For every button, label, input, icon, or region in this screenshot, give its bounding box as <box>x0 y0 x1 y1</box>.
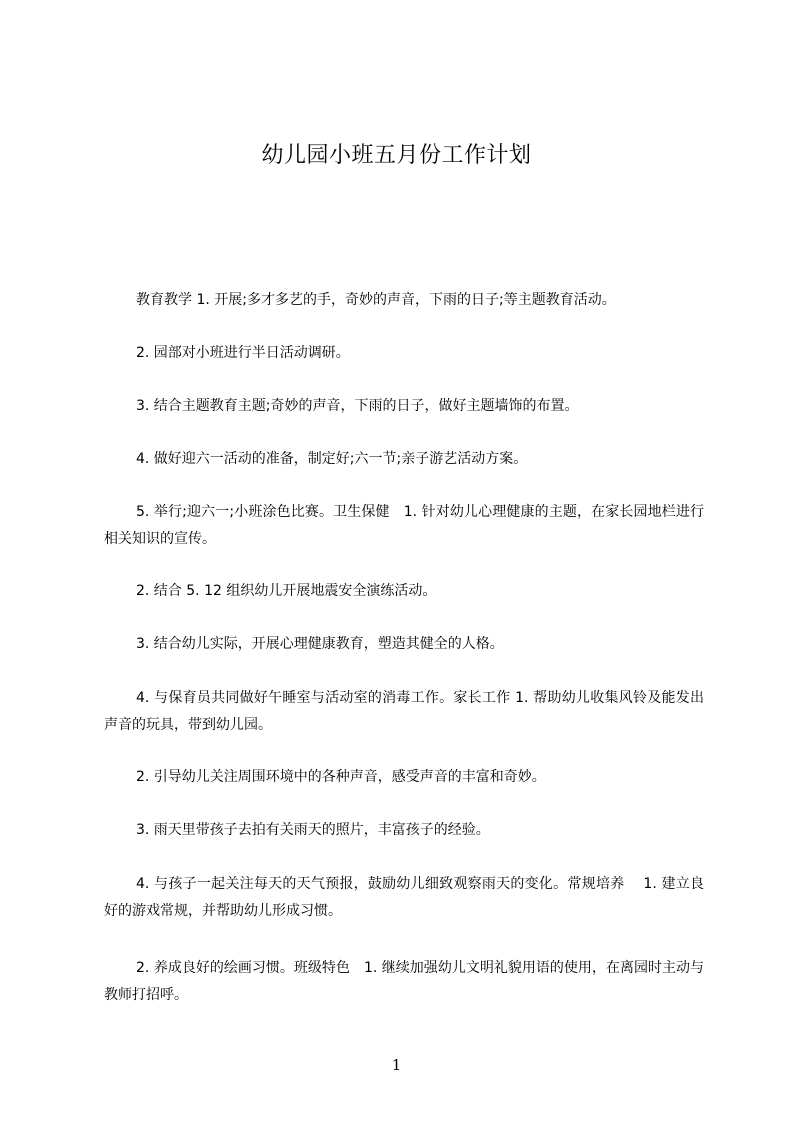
paragraph-10: 3. 雨天里带孩子去拍有关雨天的照片，丰富孩子的经验。 <box>136 822 490 838</box>
paragraph-4: 4. 做好迎六一活动的准备，制定好;六一节;亲子游艺活动方案。 <box>136 451 528 467</box>
paragraph-11: 4. 与孩子一起关注每天的天气预报，鼓励幼儿细致观察雨天的变化。常规培养 1. 建立良好的游戏常规，并帮助幼儿形成习惯。 <box>104 876 704 919</box>
paragraph-1: 教育教学 1. 开展;多才多艺的手，奇妙的声音，下雨的日子;等主题教育活动。 <box>136 292 616 308</box>
paragraph-7: 3. 结合幼儿实际，开展心理健康教育，塑造其健全的人格。 <box>136 636 504 652</box>
page-number: 1 <box>391 1056 402 1074</box>
paragraph-6: 2. 结合 5. 12 组织幼儿开展地震安全演练活动。 <box>136 583 437 599</box>
paragraph-12: 2. 养成良好的绘画习惯。班级特色 1. 继续加强幼儿文明礼貌用语的使用，在离园时主动与教师打招呼。 <box>104 960 704 1003</box>
document-title: 幼儿园小班五月份工作计划 <box>261 143 532 168</box>
paragraph-2: 2. 园部对小班进行半日活动调研。 <box>136 345 350 361</box>
paragraph-5: 5. 举行;迎六一;小班涂色比赛。卫生保健 1. 针对幼儿心理健康的主题，在家长园地栏进行相关知识的宣传。 <box>104 504 704 547</box>
paragraph-8: 4. 与保育员共同做好午睡室与活动室的消毒工作。家长工作 1. 帮助幼儿收集风铃及能发出声音的玩具，带到幼儿园。 <box>104 690 704 733</box>
paragraph-3: 3. 结合主题教育主题;奇妙的声音，下雨的日子，做好主题墙饰的布置。 <box>136 398 579 414</box>
paragraph-9: 2. 引导幼儿关注周围环境中的各种声音，感受声音的丰富和奇妙。 <box>136 769 546 785</box>
